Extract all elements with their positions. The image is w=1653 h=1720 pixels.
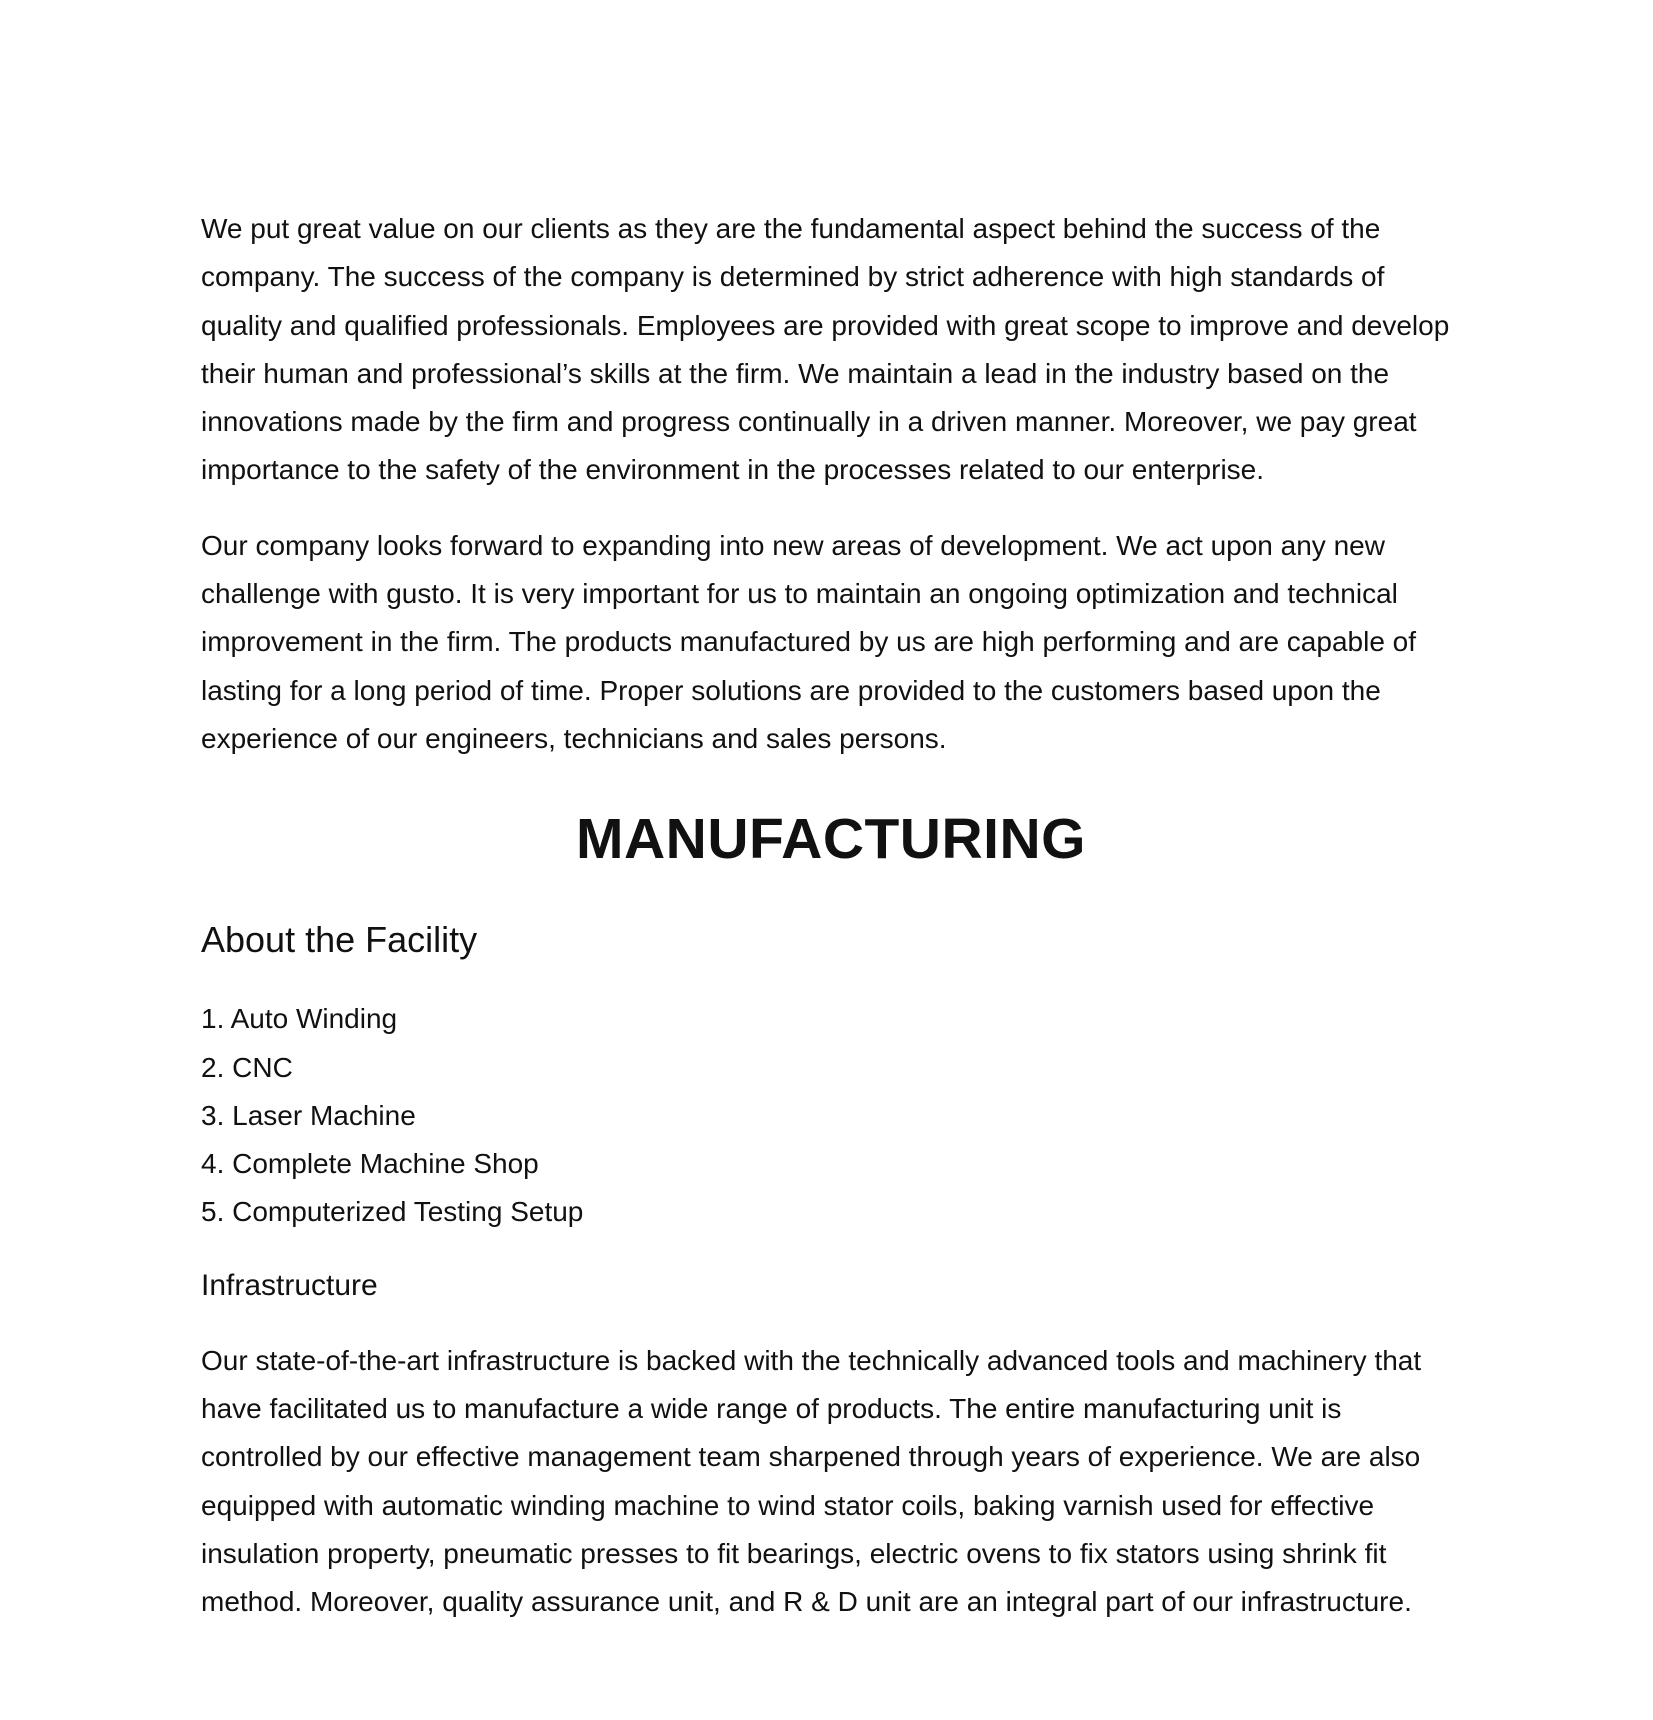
section-title-manufacturing: MANUFACTURING [576,807,1086,872]
page-content [201,205,1461,1627]
infrastructure-heading: Infrastructure [201,1268,378,1302]
intro-paragraph-2: Our company looks forward to expanding into new areas of development. We act upon any new challenge with gusto. It is very important for us to maintain an ongoing optimization and technical improvement in the firm. The products manufactured by us are high performing and are capable of lasting for a long period of time. Proper solutions are provided to the customers based upon the experience of our engineers, technicians and sales persons. [201,529,1417,754]
facility-list [201,995,1461,1236]
list-item: 2. CNC [201,1051,293,1083]
list-item: 3. Laser Machine [201,1099,416,1131]
list-item: 4. Complete Machine Shop [201,1148,539,1180]
list-item: 5. Computerized Testing Setup [201,1196,584,1228]
list-item: 1. Auto Winding [201,1003,398,1035]
facility-heading: About the Facility [201,919,478,961]
infrastructure-paragraph: Our state-of-the-art infrastructure is backed with the technically advanced tools and machinery that have facilitated us to manufacture a wide range of products. The entire manufacturing unit is controlled by our effective management team sharpened through years of experience. We are also equipped with automatic winding machine to wind stator coils, baking varnish used for effective insulation property, pneumatic presses to fit bearings, electric ovens to fix stators using shrink fit method. Moreover, quality assurance unit, and R & D unit are an integral part of our infrastructure. [201,1344,1422,1618]
intro-paragraph-1: We put great value on our clients as they are the fundamental aspect behind the success of the company. The success of the company is determined by strict adherence with high standards of quality and qualified professionals. Employees are provided with great scope to improve and develop their human and professional’s skills at the firm. We maintain a lead in the industry based on the innovations made by the firm and progress continually in a driven manner. Moreover, we pay great importance to the safety of the environment in the processes related to our enterprise. [201,213,1450,486]
